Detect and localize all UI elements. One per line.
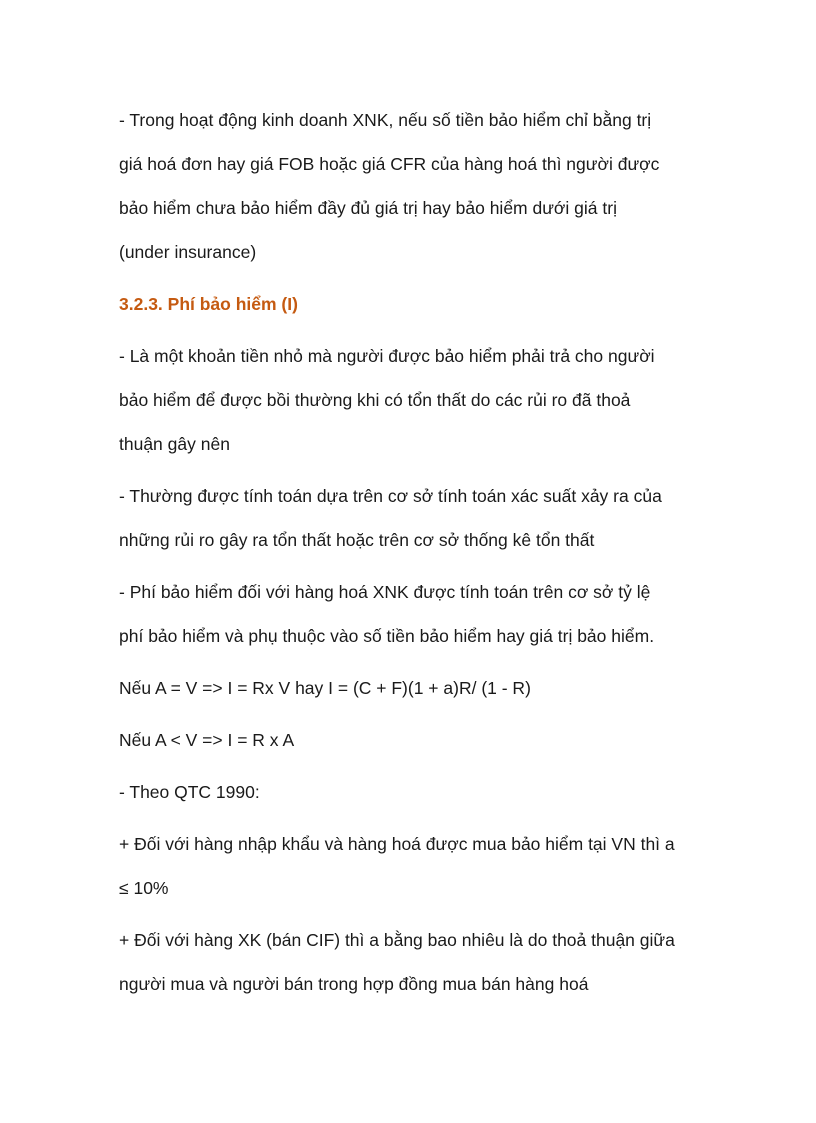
text-line: bảo hiểm chưa bảo hiểm đầy đủ giá trị hay bảo hiểm dưới giá trị [119,198,617,218]
text-line: thuận gây nên [119,434,230,454]
paragraph [119,918,709,1006]
text-line: - Theo QTC 1990: [119,782,260,802]
text-line: - Thường được tính toán dựa trên cơ sở tính toán xác suất xảy ra của [119,486,662,506]
section-heading: 3.2.3. Phí bảo hiểm (I) [119,294,298,314]
text-line: - Là một khoản tiền nhỏ mà người được bảo hiểm phải trả cho người [119,346,655,366]
paragraph [119,98,709,274]
text-line: + Đối với hàng nhập khẩu và hàng hoá được mua bảo hiểm tại VN thì a [119,834,675,854]
paragraph [119,474,709,562]
text-line: bảo hiểm để được bồi thường khi có tổn thất do các rủi ro đã thoả [119,390,631,410]
text-line: ≤ 10% [119,878,169,898]
paragraph [119,334,709,466]
paragraph [119,822,709,910]
paragraph [119,570,709,658]
formula-line: Nếu A = V => I = Rx V hay I = (C + F)(1 + a)R/ (1 - R) [119,678,531,698]
formula-line: Nếu A < V => I = R x A [119,730,295,750]
document-page [119,98,709,1006]
text-line: phí bảo hiểm và phụ thuộc vào số tiền bảo hiểm hay giá trị bảo hiểm. [119,626,655,646]
text-line: + Đối với hàng XK (bán CIF) thì a bằng bao nhiêu là do thoả thuận giữa [119,930,675,950]
text-line: những rủi ro gây ra tổn thất hoặc trên cơ sở thống kê tổn thất [119,530,595,550]
text-line: (under insurance) [119,242,257,262]
text-line: giá hoá đơn hay giá FOB hoặc giá CFR của hàng hoá thì người được [119,154,660,174]
text-line: - Phí bảo hiểm đối với hàng hoá XNK được tính toán trên cơ sở tỷ lệ [119,582,651,602]
text-line: - Trong hoạt động kinh doanh XNK, nếu số tiền bảo hiểm chỉ bằng trị [119,110,652,130]
text-line: người mua và người bán trong hợp đồng mua bán hàng hoá [119,974,589,994]
